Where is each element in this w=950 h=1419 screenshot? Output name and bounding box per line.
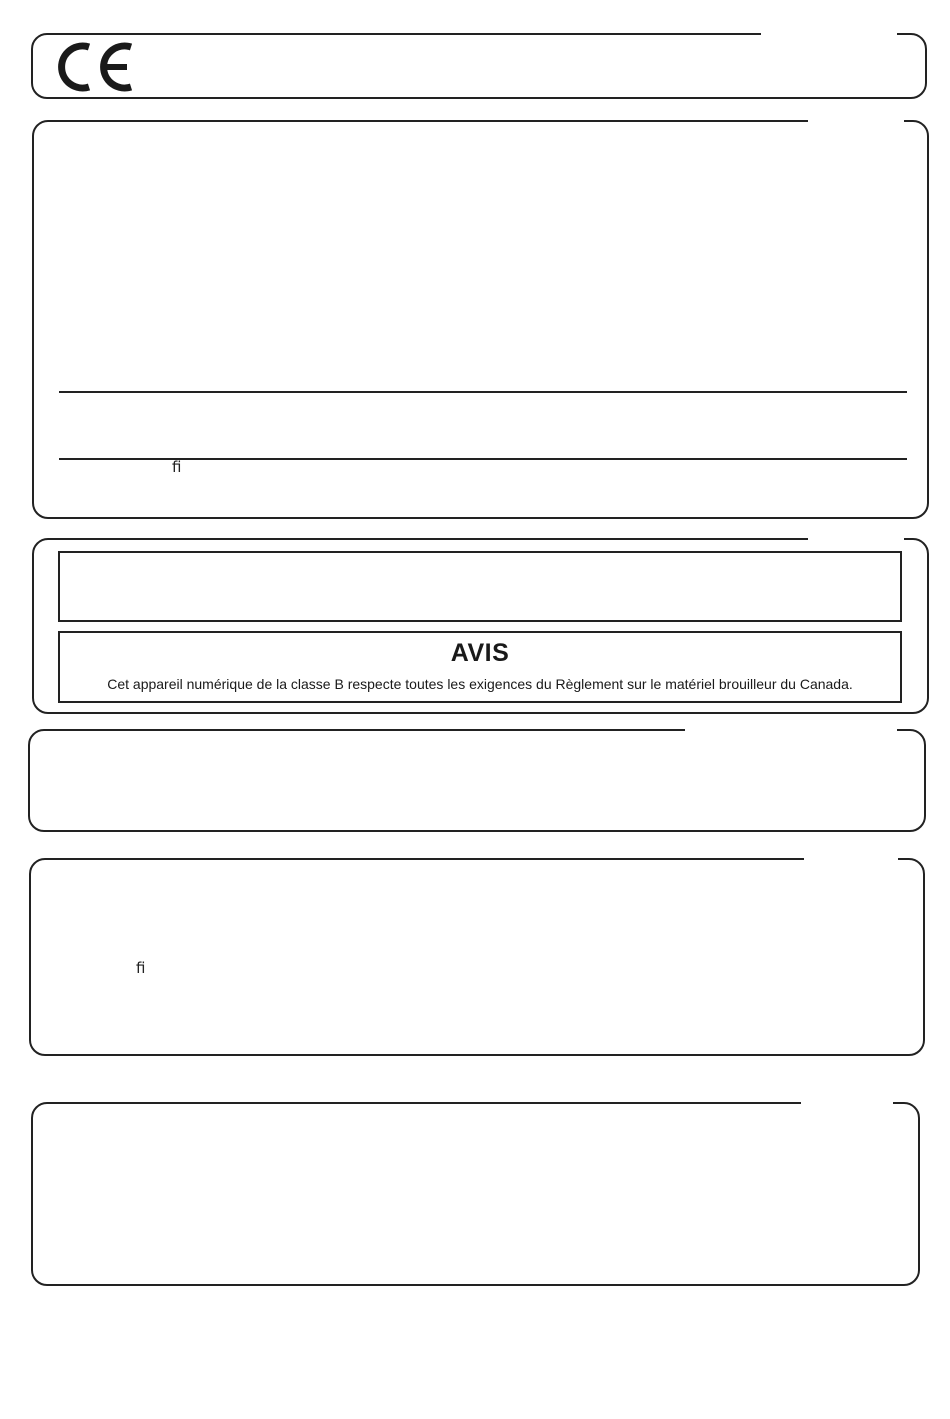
notice-section-4-border xyxy=(28,729,926,832)
notice-section-6-border xyxy=(31,1102,920,1286)
canada-notice-section xyxy=(32,538,929,714)
notice-section-5-border xyxy=(29,858,925,1056)
notice-section-2 xyxy=(32,120,929,519)
ce-section xyxy=(31,33,927,99)
notice-section-6 xyxy=(31,1102,920,1286)
divider-line xyxy=(59,458,907,460)
notice-section-5 xyxy=(29,858,925,1056)
avis-text: Cet appareil numérique de la classe B respecte toutes les exigences du Règlement sur le matériel brouilleur du Canada. xyxy=(107,676,853,692)
avis-title: AVIS xyxy=(450,639,510,667)
ligature-glyph: ﬁ xyxy=(136,959,146,977)
notice-section-6-tab-gap xyxy=(801,1099,893,1106)
notice-section-4 xyxy=(28,729,926,832)
divider-line xyxy=(59,391,907,393)
avis-box xyxy=(58,631,902,703)
ce-section-border xyxy=(31,33,927,99)
notice-box-empty xyxy=(58,551,902,622)
canada-notice-section-tab-gap xyxy=(808,535,904,542)
notice-section-2-tab-gap xyxy=(808,117,904,124)
ce-mark-logo xyxy=(53,39,135,95)
notice-section-5-tab-gap xyxy=(804,855,898,862)
notice-section-4-tab-gap xyxy=(685,726,897,733)
ce-section-tab-gap xyxy=(761,30,897,37)
ligature-glyph: ﬁ xyxy=(172,458,182,476)
